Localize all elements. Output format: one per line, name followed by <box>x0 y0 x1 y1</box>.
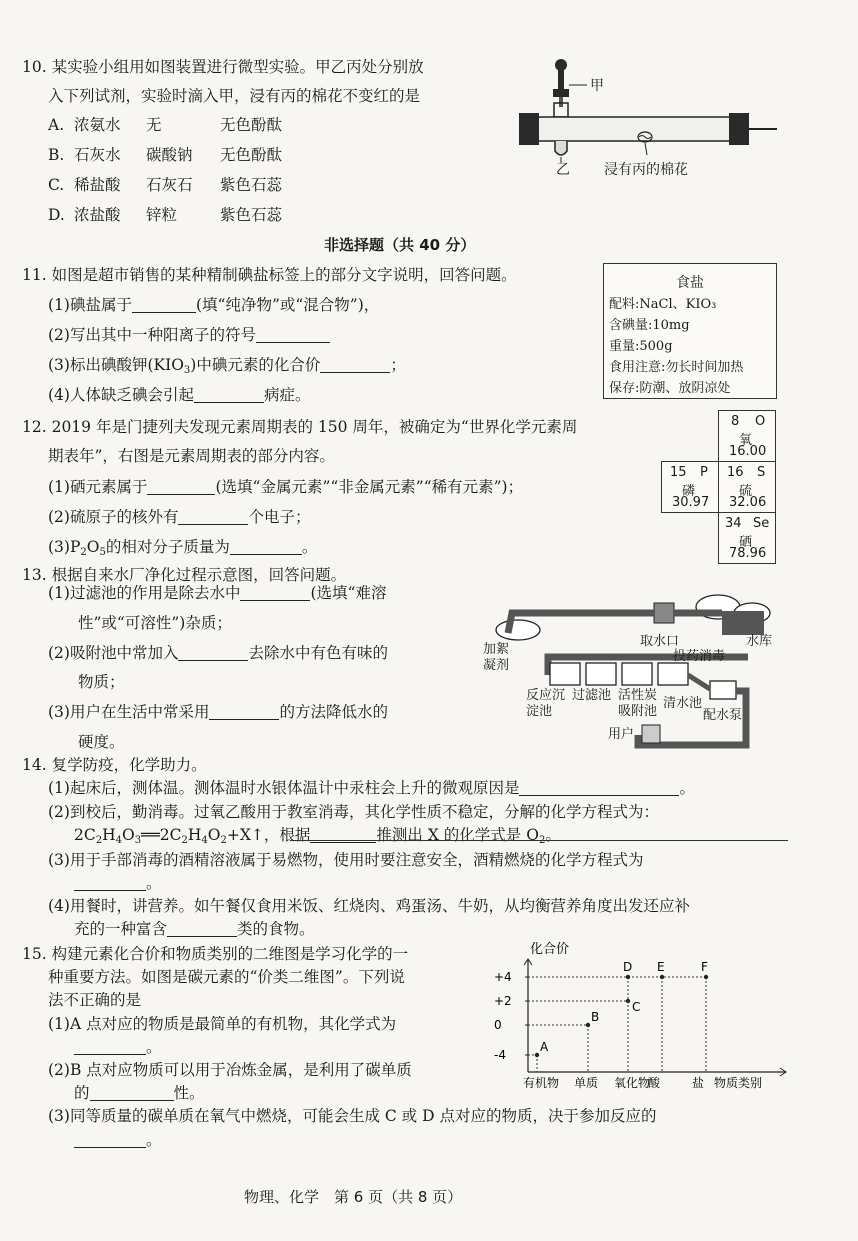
q10-label-jia: 甲 <box>590 78 604 94</box>
chart-point-b <box>586 1023 590 1027</box>
chart-ytick-label: -4 <box>494 1048 506 1062</box>
q15-part-3-answer: 。 <box>74 1131 162 1150</box>
valence-category-chart <box>490 937 790 1097</box>
chart-point-label: B <box>591 1010 600 1024</box>
q11-stem: 11. 如图是超市销售的某种精制碘盐标签上的部分文字说明，回答问题。 <box>22 266 517 284</box>
q12-part-3: $(3)P_2O_5$的相对分子质量为 。 <box>48 538 318 558</box>
section-title: 非选择题（共 40 分） <box>324 236 476 254</box>
q14-rule <box>290 840 788 841</box>
q11-answer-2[interactable] <box>256 327 330 344</box>
q15-part-3: (3)同等质量的碳单质在氧气中燃烧，可能会生成 C 或 D 点对应的物质，决于参加反应的 <box>48 1107 657 1125</box>
q14-answer-4[interactable] <box>167 921 237 938</box>
chart-point-e <box>660 975 664 979</box>
element-cell-phosphorus: 15 P 磷 30.97 <box>661 461 719 513</box>
chart-point-f <box>704 975 708 979</box>
q14-part-4-cont: 充的一种富含 类的食物。 <box>74 920 315 938</box>
q11-part-2: (2)写出其中一种阳离子的符号 <box>48 326 330 345</box>
salt-label-line-4: 食用注意:勿长时间加热 <box>609 360 744 375</box>
q13-label-coagulant-2: 凝剂 <box>483 658 510 673</box>
q14-answer-1[interactable] <box>519 780 679 797</box>
q10-option-c[interactable]: C. 稀盐酸 石灰石 紫色石蕊 <box>48 176 283 194</box>
q11-part-3: (3)标出碘酸钾$(KIO_3)$中碘元素的化合价 ； <box>48 356 406 376</box>
q13-label-reservoir: 水库 <box>746 634 773 649</box>
salt-label-line-3: 重量:500g <box>609 339 673 354</box>
q10-label-cotton: 浸有丙的棉花 <box>604 162 688 178</box>
q11-answer-1[interactable] <box>132 297 196 314</box>
q12-part-1: (1)硒元素属于 (选填“金属元素”“非金属元素”“稀有元素”)； <box>48 478 524 496</box>
q13-label-clear: 清水池 <box>663 696 703 711</box>
element-cell-oxygen: 8 O 氧 16.00 <box>718 410 776 462</box>
q13-label-coagulant-1: 加絮 <box>483 642 510 657</box>
q14-part-3: (3)用于手部消毒的酒精溶液属于易燃物，使用时要注意安全，酒精燃烧的化学方程式为 <box>48 851 644 869</box>
q13-part-1: (1)过滤池的作用是除去水中 (选填“难溶 <box>48 584 387 602</box>
q13-label-intake: 取水口 <box>640 634 680 649</box>
salt-label-title: 食盐 <box>676 275 704 291</box>
chart-xtick-label: 氧化物 <box>614 1076 651 1090</box>
q13-answer-3[interactable] <box>209 704 279 721</box>
salt-label-line-2: 含碘量:10mg <box>609 318 690 333</box>
q15-answer-1[interactable] <box>74 1039 146 1056</box>
q14-part-3-answer: 。 <box>74 874 162 893</box>
q14-equation: $2C_2H_4O_3══2C_2H_4O_2+X↑$，根据 推测出 X 的化学式是 $O_2$。 <box>74 826 561 846</box>
q10-option-d[interactable]: D. 浓盐酸 锌粒 紫色石蕊 <box>48 206 283 224</box>
q11-answer-4[interactable] <box>194 387 264 404</box>
q15-part-2-cont: 的 性。 <box>74 1084 205 1102</box>
q13-part-2-cont: 物质； <box>78 673 125 691</box>
chart-point-a <box>535 1053 539 1057</box>
chart-xtick-label: 单质 <box>574 1076 599 1090</box>
q13-part-1-cont: 性”或“可溶性”)杂质； <box>78 614 232 632</box>
q15-part-1: (1)A 点对应的物质是最简单的有机物，其化学式为 <box>48 1015 397 1033</box>
q10-option-a[interactable]: A. 浓氨水 无 无色酚酞 <box>48 116 283 134</box>
chart-point-label: C <box>632 1000 641 1014</box>
chart-ytick-label: 0 <box>494 1018 502 1032</box>
q15-part-1-answer: 。 <box>74 1038 162 1057</box>
q13-label-settle-1: 反应沉 <box>526 688 566 703</box>
q13-answer-2[interactable] <box>178 645 248 662</box>
q12-stem-1: 12. 2019 年是门捷列夫发现元素周期表的 150 周年，被确定为“世界化学元素周 <box>22 418 578 436</box>
q15-part-2: (2)B 点对应物质可以用于冶炼金属，是利用了碳单质 <box>48 1061 412 1079</box>
q14-part-1: (1)起床后，测体温。测体温时水银体温计中汞柱会上升的微观原因是 。 <box>48 779 695 797</box>
chart-xtick-label: 有机物 <box>523 1076 560 1090</box>
q13-label-carbon-1: 活性炭 <box>618 688 658 703</box>
q13-label-pump: 配水泵 <box>703 708 743 723</box>
q13-answer-1[interactable] <box>240 585 310 602</box>
salt-label-line-1: 配料:NaCl、KIO₃ <box>609 297 717 312</box>
q10-label-yi: 乙 <box>556 162 570 178</box>
chart-point-label: E <box>657 960 665 974</box>
q15-stem-1: 15. 构建元素化合价和物质类别的二维图是学习化学的一 <box>22 945 409 963</box>
chart-xtick-label: 盐 <box>692 1076 705 1090</box>
salt-label-line-5: 保存:防潮、放阴凉处 <box>609 381 731 396</box>
chart-ylabel: 化合价 <box>530 942 570 957</box>
q13-stem: 13. 根据自来水厂净化过程示意图，回答问题。 <box>22 566 347 584</box>
element-cell-selenium: 34 Se 硒 78.96 <box>718 512 776 564</box>
q13-label-disinfect: 投药消毒 <box>673 649 726 664</box>
q15-stem-3: 法不正确的是 <box>48 991 142 1009</box>
q10-option-b[interactable]: B. 石灰水 碳酸钠 无色酚酞 <box>48 146 283 164</box>
q13-label-settle-2: 淀池 <box>526 704 553 719</box>
chart-point-label: A <box>540 1040 549 1054</box>
chart-xlabel: 物质类别 <box>714 1076 763 1090</box>
q14-answer-3[interactable] <box>74 875 146 892</box>
q12-stem-2: 期表年”，右图是元素周期表的部分内容。 <box>48 447 335 465</box>
q11-part-4: (4)人体缺乏碘会引起 病症。 <box>48 386 311 404</box>
chart-ytick-label: +2 <box>494 994 512 1008</box>
chart-ytick-label: +4 <box>494 970 512 984</box>
q15-stem-2: 种重要方法。如图是碳元素的“价类二维图”。下列说 <box>48 968 405 986</box>
q14-part-4: (4)用餐时，讲营养。如午餐仅食用米饭、红烧肉、鸡蛋汤、牛奶，从均衡营养角度出发还应补 <box>48 897 690 915</box>
q15-answer-2[interactable] <box>90 1085 174 1102</box>
page-footer: 物理、化学 第 6 页（共 8 页） <box>244 1188 463 1206</box>
q12-part-2: (2)硫原子的核外有 个电子； <box>48 508 311 526</box>
q11-part-1: (1)碘盐属于 (填“纯净物”或“混合物”)， <box>48 296 380 314</box>
q11-answer-3[interactable] <box>320 357 390 374</box>
q13-label-user: 用户 <box>608 727 635 742</box>
q15-answer-3[interactable] <box>74 1132 146 1149</box>
salt-label-box <box>603 263 777 399</box>
chart-point-d <box>626 975 630 979</box>
q10-stem-1: 10. 某实验小组用如图装置进行微型实验。甲乙丙处分别放 <box>22 58 424 76</box>
chart-point-label: D <box>623 960 633 974</box>
q13-label-filter: 过滤池 <box>572 688 612 703</box>
q14-stem: 14. 复学防疫，化学助力。 <box>22 756 207 774</box>
q13-label-carbon-2: 吸附池 <box>618 704 658 719</box>
q14-part-2: (2)到校后，勤消毒。过氧乙酸用于教室消毒，其化学性质不稳定，分解的化学方程式为： <box>48 803 659 821</box>
element-cell-sulfur: 16 S 硫 32.06 <box>718 461 776 513</box>
q13-part-3: (3)用户在生活中常采用 的方法降低水的 <box>48 703 388 721</box>
q12-answer-2[interactable] <box>178 509 248 526</box>
chart-xtick-label: 酸 <box>648 1076 661 1090</box>
q12-answer-3[interactable] <box>230 539 302 556</box>
q12-answer-1[interactable] <box>147 479 215 496</box>
q13-part-3-cont: 硬度。 <box>78 733 125 751</box>
q13-part-2: (2)吸附池中常加入 去除水中有色有味的 <box>48 644 388 662</box>
q10-stem-2: 入下列试剂，实验时滴入甲，浸有丙的棉花不变红的是 <box>48 87 421 105</box>
chart-point-label: F <box>701 960 708 974</box>
